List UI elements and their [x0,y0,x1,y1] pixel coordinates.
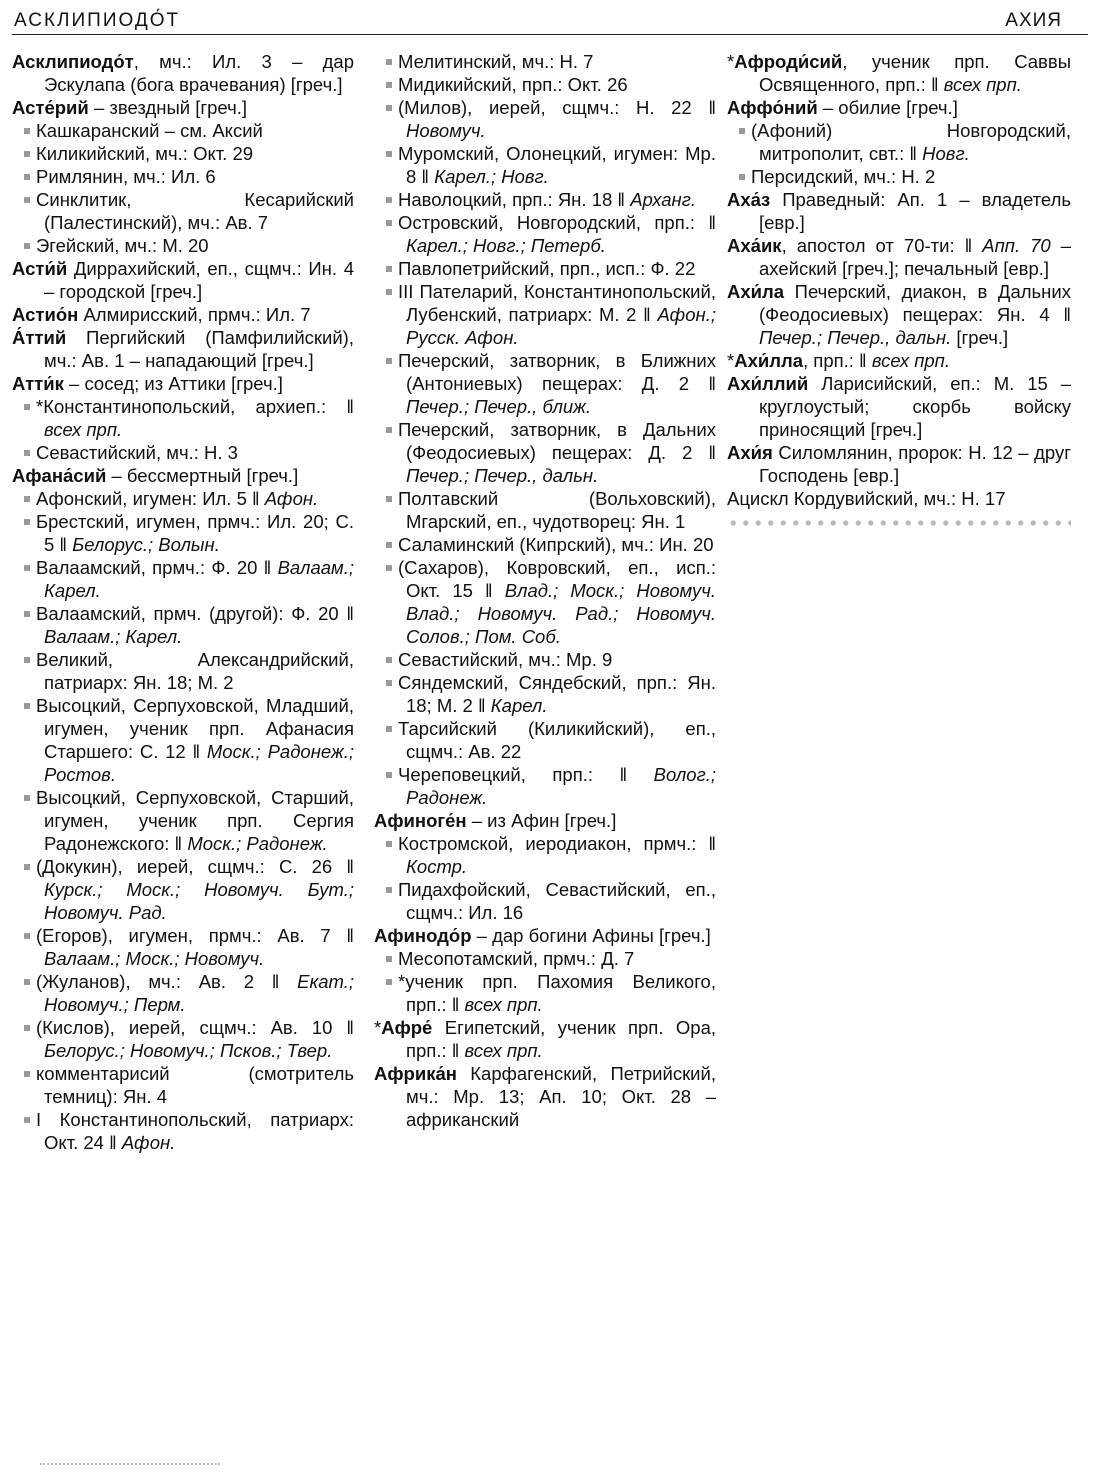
square-bullet-icon [386,726,392,732]
square-bullet-icon [386,427,392,433]
source-ref: Влад.; Моск.; Новомуч. Влад.; Новомуч. Рад.; Новомуч. Солов.; Пом. Соб. [406,580,716,647]
entry-text: Муромский, Олонецкий, игумен: Мр. 8 ‖ [398,143,716,187]
headword-entry [374,1016,716,1062]
entry-text: (Афоний) Новгородский, митрополит, свт.: ‖ [751,120,1071,164]
headword-entry [727,280,1071,349]
headword-entry [12,303,354,326]
entry-text: Мидикийский, прп.: Окт. 26 [398,74,628,95]
headword-entry [727,50,1071,96]
sub-entry [12,165,354,188]
headword: А́ттий [12,327,67,348]
square-bullet-icon [386,680,392,686]
entry-text: Череповецкий, прп.: ‖ [398,764,654,785]
sub-entry [12,395,354,441]
source-ref: Моск.; Радонеж.; Ростов. [44,741,354,785]
headword-entry [727,487,1071,510]
sub-entry [12,924,354,970]
source-ref: Печер.; Печер., дальн. [759,327,952,348]
square-bullet-icon [739,174,745,180]
entry-text: (Жуланов), мч.: Ав. 2 ‖ [36,971,298,992]
sub-entry [374,671,716,717]
headword-entry [12,50,354,96]
entry-text: (Кислов), иерей, сщмч.: Ав. 10 ‖ [36,1017,354,1038]
sub-entry [374,211,716,257]
square-bullet-icon [24,496,30,502]
entry-text: Ацискл Кордувийский, мч.: Н. 17 [727,488,1006,509]
headword: Атти́к [12,373,64,394]
entry-text: Наволоцкий, прп.: Ян. 18 ‖ [398,189,631,210]
headword: Афре́ [381,1017,433,1038]
sub-entry [727,119,1071,165]
square-bullet-icon [24,450,30,456]
sub-entry [374,487,716,533]
entry-text: Карфагенский, Петрийский, мч.: Мр. 13; Ап. 10; Окт. 28 – африканский [406,1063,716,1130]
source-ref: всех прп. [44,419,123,440]
source-ref: всех прп. [943,74,1022,95]
square-bullet-icon [386,266,392,272]
source-ref: Афон.; Русск. Афон. [406,304,716,348]
entry-text: Алмирисский, прмч.: Ил. 7 [78,304,311,325]
headword: Аха́ик [727,235,782,256]
headword: Ахи́я [727,442,773,463]
dotted-divider [727,518,1071,528]
square-bullet-icon [24,243,30,249]
entry-text: Костромской, иеродиакон, прмч.: ‖ [398,833,716,854]
sub-entry [374,73,716,96]
sub-entry [12,188,354,234]
headword: Асклипиодо́т [12,51,134,72]
sub-entry [12,648,354,694]
sub-entry [374,418,716,487]
entry-text: Высоцкий, Серпуховской, Старший, игумен, ученик прп. Сергия Радонежского: ‖ [36,787,354,854]
headword-entry [12,257,354,303]
source-ref: Арханг. [630,189,696,210]
entry-text: Печерский, диакон, в Дальних (Феодосиевых) пещерах: Ян. 4 ‖ [759,281,1071,325]
sub-entry [374,970,716,1016]
entry-text: Эгейский, мч.: М. 20 [36,235,209,256]
entry-text: Месопотамский, прмч.: Д. 7 [398,948,635,969]
entry-text: Ларисийский, еп.: М. 15 – круглоустый; скорбь войску приносящий [греч.] [759,373,1071,440]
entry-text: * [727,51,735,72]
headword: Ахи́ла [727,281,785,302]
entry-text: (Милов), иерей, сщмч.: Н. 22 ‖ [398,97,716,118]
source-ref: Печер.; Печер., дальн. [406,465,599,486]
headword: Афиноге́н [374,810,467,831]
entry-text: Островский, Новгородский, прп.: ‖ [398,212,716,233]
sub-entry [374,533,716,556]
sub-entry [374,50,716,73]
headword-entry [727,349,1071,372]
square-bullet-icon [24,864,30,870]
sub-entry [374,947,716,970]
source-ref: Валаам.; Карел. [44,557,354,601]
source-ref: всех прп. [464,1040,543,1061]
square-bullet-icon [386,887,392,893]
source-ref: Апп. 70 [982,235,1051,256]
sub-entry [374,280,716,349]
square-bullet-icon [24,611,30,617]
sub-entry [12,855,354,924]
entry-text: * [727,350,735,371]
entry-text: Диррахийский, еп., сщмч.: Ин. 4 – городской [греч.] [44,258,354,302]
headword: Астио́н [12,304,79,325]
entry-text: Севастийский, мч.: Н. 3 [36,442,238,463]
headword-entry [727,441,1071,487]
column-3 [727,50,1071,528]
square-bullet-icon [386,772,392,778]
sub-entry [374,142,716,188]
square-bullet-icon [386,657,392,663]
headword-entry [12,372,354,395]
square-bullet-icon [24,933,30,939]
headword-entry [374,924,716,947]
square-bullet-icon [24,565,30,571]
square-bullet-icon [24,1071,30,1077]
source-ref: Печер.; Печер., ближ. [406,396,592,417]
headword-entry [727,234,1071,280]
headword: Асти́й [12,258,68,279]
entry-text: Синклитик, Кесарийский (Палестинский), мч.: Ав. 7 [36,189,354,233]
entry-text: – из Афин [греч.] [466,810,617,831]
entry-text: Киликийский, мч.: Окт. 29 [36,143,254,164]
sub-entry [12,1062,354,1108]
entry-text: , ученик прп. Саввы Освященного, прп.: ‖ [759,51,1071,95]
entry-text: *ученик прп. Пахомия Великого, прп.: ‖ [398,971,716,1015]
headword-entry [727,188,1071,234]
entry-text: Мелитинский, мч.: Н. 7 [398,51,594,72]
square-bullet-icon [24,128,30,134]
entry-text: Тарсийский (Киликийский), еп., сщмч.: Ав. 22 [398,718,716,762]
entry-text: Севастийский, мч.: Мр. 9 [398,649,613,670]
headword-entry [12,96,354,119]
entry-text: , апостол от 70-ти: ‖ [781,235,983,256]
sub-entry [12,234,354,257]
entry-text: Римлянин, мч.: Ил. 6 [36,166,216,187]
square-bullet-icon [739,128,745,134]
entry-text: Павлопетрийский, прп., исп.: Ф. 22 [398,258,696,279]
headword-entry [727,372,1071,441]
square-bullet-icon [386,956,392,962]
sub-entry [374,349,716,418]
square-bullet-icon [24,703,30,709]
sub-entry [12,510,354,556]
entry-text: (Сахаров), Ковровский, еп., исп.: Окт. 15 ‖ [398,557,716,601]
square-bullet-icon [24,519,30,525]
square-bullet-icon [386,59,392,65]
source-ref: Афон. [264,488,319,509]
headword: Аффо́ний [727,97,818,118]
square-bullet-icon [24,151,30,157]
entry-text: Брестский, игумен, прмч.: Ил. 20; С. 5 ‖ [36,511,354,555]
sub-entry [12,487,354,510]
square-bullet-icon [386,197,392,203]
entry-text: Пидахфойский, Севастийский, еп., сщмч.: Ил. 16 [398,879,716,923]
sub-entry [12,1016,354,1062]
sub-entry [12,441,354,464]
sub-entry [12,142,354,165]
square-bullet-icon [386,151,392,157]
square-bullet-icon [24,795,30,801]
square-bullet-icon [24,404,30,410]
sub-entry [374,96,716,142]
sub-entry [12,602,354,648]
entry-text: комментарисий (смотритель темниц): Ян. 4 [36,1063,354,1107]
sub-entry [12,556,354,602]
entry-text: , прп.: ‖ [803,350,872,371]
entry-text: Печерский, затворник, в Дальних (Феодосиевых) пещерах: Д. 2 ‖ [398,419,716,463]
entry-text: Персидский, мч.: Н. 2 [751,166,936,187]
headword: Асте́рий [12,97,89,118]
entry-text: * [374,1017,382,1038]
source-ref: всех прп. [464,994,543,1015]
sub-entry [12,1108,354,1154]
entry-text: – бессмертный [греч.] [106,465,299,486]
bottom-edge-fragment [40,1463,220,1469]
entry-text: Полтавский (Вольховский), Мгарский, еп., чудотворец: Ян. 1 [398,488,716,532]
sub-entry [12,970,354,1016]
source-ref: Новг. [922,143,970,164]
sub-entry [12,119,354,142]
entry-text: Египетский, ученик прп. Ора, прп.: ‖ [406,1017,716,1061]
entry-text: Валаамский, прмч.: Ф. 20 ‖ [36,557,278,578]
headword: Афинодо́р [374,925,472,946]
square-bullet-icon [24,1025,30,1031]
source-ref: Карел.; Новг.; Петерб. [406,235,606,256]
sub-entry [374,717,716,763]
entry-text: – звездный [греч.] [88,97,247,118]
square-bullet-icon [386,82,392,88]
sub-entry [374,257,716,280]
entry-text: [греч.] [951,327,1009,348]
source-ref: Карел.; Новг. [434,166,549,187]
sub-entry [374,556,716,648]
entry-text: I Константинопольский, патриарх: Окт. 24 ‖ [36,1109,354,1153]
entry-text: , мч.: Ил. 3 – дар Эскулапа (бога врачевания) [греч.] [44,51,354,95]
entry-text: – ахейский [греч.]; печальный [евр.] [759,235,1072,279]
source-ref: Екат.; Новомуч.; Перм. [44,971,354,1015]
column-1 [12,50,354,1154]
source-ref: Костр. [406,856,468,877]
square-bullet-icon [24,1117,30,1123]
entry-text: Пергийский (Памфилийский), мч.: Ав. 1 – нападающий [греч.] [44,327,354,371]
entry-text: Афонский, игумен: Ил. 5 ‖ [36,488,265,509]
entry-text: Праведный: Ап. 1 – владетель [евр.] [759,189,1071,233]
header-left-word: АСКЛИПИОДО́Т [14,10,181,31]
square-bullet-icon [386,542,392,548]
square-bullet-icon [386,496,392,502]
square-bullet-icon [386,979,392,985]
source-ref: Валаам.; Моск.; Новомуч. [44,948,265,969]
headword-entry [727,96,1071,119]
source-ref: Курск.; Моск.; Новомуч. Бут.; Новомуч. Рад. [44,879,354,923]
sub-entry [374,188,716,211]
square-bullet-icon [24,197,30,203]
source-ref: Валаам.; Карел. [44,626,183,647]
source-ref: Новомуч. [406,120,486,141]
source-ref: Белорус.; Новомуч.; Псков.; Твер. [44,1040,333,1061]
headword: Африка́н [374,1063,457,1084]
headword: Аха́з [727,189,771,210]
source-ref: Афон. [121,1132,176,1153]
square-bullet-icon [24,657,30,663]
entry-text: III Пателарий, Константинопольский, Лубенский, патриарх: М. 2 ‖ [398,281,716,325]
headword-entry [12,326,354,372]
sub-entry [12,786,354,855]
square-bullet-icon [24,174,30,180]
entry-text: Кашкаранский – см. Аксий [36,120,263,141]
headword: Афроди́сий [734,51,843,72]
square-bullet-icon [386,289,392,295]
square-bullet-icon [386,358,392,364]
headword-entry [374,1062,716,1131]
sub-entry [374,648,716,671]
square-bullet-icon [386,841,392,847]
entry-text: (Докукин), иерей, сщмч.: С. 26 ‖ [36,856,354,877]
square-bullet-icon [24,979,30,985]
entry-text: (Егоров), игумен, прмч.: Ав. 7 ‖ [36,925,354,946]
entry-text: Сяндемский, Сяндебский, прп.: Ян. 18; М. 2 ‖ [398,672,716,716]
square-bullet-icon [386,105,392,111]
entry-text: Валаамский, прмч. (другой): Ф. 20 ‖ [36,603,354,624]
headword-entry [12,464,354,487]
header-right-word: АХИЯ [1005,10,1062,31]
source-ref: Волог.; Радонеж. [406,764,716,808]
square-bullet-icon [386,565,392,571]
headword: Ахи́ллий [727,373,809,394]
sub-entry [727,165,1071,188]
source-ref: Карел. [490,695,548,716]
column-2 [374,50,716,1131]
entry-text: Силомлянин, пророк: Н. 12 – друг Господень [евр.] [759,442,1071,486]
source-ref: Моск.; Радонеж. [187,833,328,854]
sub-entry [12,694,354,786]
sub-entry [374,832,716,878]
entry-text: Саламинский (Кипрский), мч.: Ин. 20 [398,534,714,555]
source-ref: всех прп. [871,350,950,371]
square-bullet-icon [386,220,392,226]
entry-text: Печерский, затворник, в Ближних (Антониевых) пещерах: Д. 2 ‖ [398,350,716,394]
sub-entry [374,878,716,924]
entry-text: – сосед; из Аттики [греч.] [63,373,283,394]
running-header [12,4,1088,35]
entry-text: *Константинопольский, архиеп.: ‖ [36,396,354,417]
source-ref: Белорус.; Волын. [72,534,220,555]
headword-entry [374,809,716,832]
sub-entry [374,763,716,809]
cut-off-line-fragment [12,1160,282,1168]
headword: Ахи́лла [734,350,804,371]
entry-text: – дар богини Афины [греч.] [471,925,711,946]
headword: Афана́сий [12,465,107,486]
entry-text: Великий, Александрийский, патриарх: Ян. 18; М. 2 [36,649,354,693]
entry-text: – обилие [греч.] [817,97,958,118]
entry-text: Высоцкий, Серпуховской, Младший, игумен, ученик прп. Афанасия Старшего: С. 12 ‖ [36,695,354,762]
